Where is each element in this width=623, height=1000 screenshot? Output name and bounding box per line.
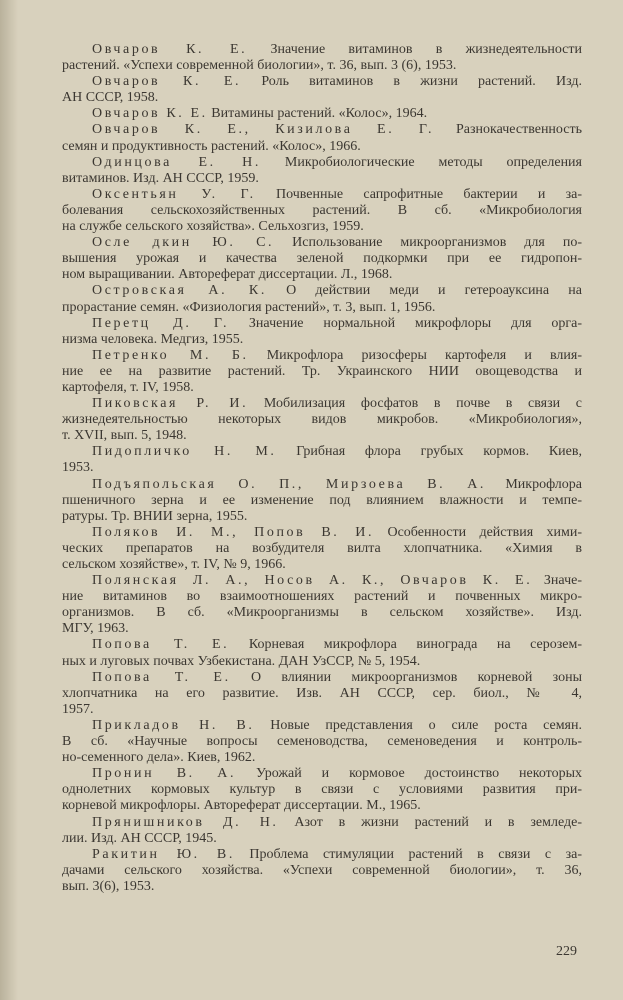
bibliography-entry — [62, 316, 582, 348]
entry-author: Оксентьян У. Г. — [92, 186, 256, 202]
entry-text: низма человека. Медгиз, 1955. — [62, 331, 244, 347]
bibliography-entry — [62, 42, 582, 74]
entry-line — [62, 106, 582, 122]
entry-text: 1957. — [62, 701, 94, 717]
entry-author: Перетц Д. Г. — [92, 315, 230, 331]
bibliography-entry — [62, 637, 582, 669]
entry-line — [62, 283, 582, 299]
entry-author: Овчаров К. Е. — [92, 106, 208, 122]
entry-text: ратуры. Тр. ВНИИ зерна, 1955. — [62, 508, 248, 524]
entry-text: Проблема стимуляции растений в связи с за- — [249, 846, 582, 862]
entry-text: дачами сельского хозяйства. «Успехи современной биологии», т. 36, — [62, 862, 582, 878]
entry-text: сельском хозяйстве», т. IV, № 9, 1966. — [62, 557, 286, 572]
entry-line — [62, 863, 582, 879]
entry-author: Овчаров К. Е. — [92, 74, 242, 90]
entry-text: 1953. — [62, 460, 94, 476]
entry-text: Значе- — [543, 573, 582, 589]
entry-text: жизнедеятельностью некоторых видов микробов. «Микробиология», — [62, 412, 582, 428]
entry-text: на службе сельского хозяйства». Сельхозгиз, 1959. — [62, 219, 364, 235]
entry-line — [62, 670, 582, 686]
entry-text: Почвенные сапрофитные бактерии и за- — [275, 186, 582, 202]
entry-text: вып. 3(6), 1953. — [62, 878, 155, 894]
page-number: 229 — [556, 944, 577, 959]
entry-author: Прикладов Н. В. — [92, 717, 255, 733]
entry-text: Новые представления о силе роста семян. — [270, 717, 582, 733]
entry-line — [62, 573, 582, 589]
entry-line — [62, 267, 582, 283]
entry-text: витаминов. Изд. АН СССР, 1959. — [62, 170, 259, 186]
entry-author: Овчаров К. Е. — [92, 42, 248, 57]
entry-text: Роль витаминов в жизни растений. Изд. — [261, 74, 582, 90]
entry-text: картофеля, т. IV, 1958. — [62, 379, 194, 395]
bibliography-entry — [62, 187, 582, 235]
entry-text: хлопчатника на его развитие. Изв. АН СССР, сер. биол., № 4, — [62, 685, 582, 701]
entry-text: Корневая микрофлора винограда на серозем- — [248, 637, 583, 653]
entry-author: Попова Т. Е. — [92, 637, 230, 653]
entry-text: Значение витаминов в жизнедеятельности — [270, 42, 582, 57]
entry-line — [62, 847, 582, 863]
bibliography-entry — [62, 573, 582, 637]
entry-text: ние ее на развитие растений. Тр. Украинского НИИ овощеводства и — [62, 363, 582, 379]
entry-text: МГУ, 1963. — [62, 621, 129, 637]
entry-line — [62, 122, 582, 138]
entry-text: пшеничного зерна и ее изменение под влиянием влажности и темпе- — [62, 492, 582, 508]
entry-author: Петренко М. Б. — [92, 347, 249, 363]
entry-text: О действии меди и гетероауксина на — [286, 283, 583, 299]
entry-line — [62, 750, 582, 766]
entry-text: организмов. В сб. «Микроорганизмы в сельском хозяйстве». Изд. — [62, 605, 582, 621]
entry-line — [62, 879, 582, 895]
entry-line — [62, 396, 582, 412]
bibliography-entry — [62, 74, 582, 106]
entry-text: семян и продуктивность растений. «Колос», 1966. — [62, 138, 361, 154]
entry-text: Разнокачественность — [456, 122, 582, 138]
entry-author: Пиковская Р. И. — [92, 396, 249, 412]
entry-line — [62, 654, 582, 670]
bibliography-entry — [62, 847, 582, 895]
entry-text: ных и луговых почвах Узбекистана. ДАН УзССР, № 5, 1954. — [62, 653, 421, 669]
entry-text: В сб. «Научные вопросы семеноводства, семеноведения и контроль- — [62, 734, 582, 750]
entry-line — [62, 525, 582, 541]
page-edge-shadow — [0, 0, 18, 1000]
entry-text: О влиянии микроорганизмов корневой зоны — [250, 669, 582, 685]
entry-line — [62, 364, 582, 380]
entry-author: Овчаров К. Е., Кизилова Е. Г. — [92, 122, 435, 138]
bibliography-entry — [62, 348, 582, 396]
entry-line — [62, 782, 582, 798]
entry-line — [62, 477, 582, 493]
bibliography-entry — [62, 525, 582, 573]
bibliography-entry — [62, 718, 582, 766]
entry-text: АН СССР, 1958. — [62, 90, 159, 106]
entry-text: Использование микроорганизмов для по- — [292, 235, 583, 251]
entry-author: Прянишников Д. Н. — [92, 814, 279, 830]
entry-text: вышения урожая и качества зеленой подкормки при ее гидропон- — [62, 251, 582, 267]
bibliography-entry — [62, 766, 582, 814]
entry-line — [62, 235, 582, 251]
entry-line — [62, 589, 582, 605]
entry-line — [62, 42, 582, 58]
bibliography-entry — [62, 235, 582, 283]
entry-text: Витамины растений. «Колос», 1964. — [211, 106, 428, 122]
entry-text: Грибная флора грубых кормов. Киев, — [296, 444, 582, 460]
entry-author: Осле дкин Ю. С. — [92, 235, 275, 251]
entry-line — [62, 332, 582, 348]
bibliography-entry — [62, 155, 582, 187]
bibliography-entry — [62, 106, 582, 122]
entry-line — [62, 766, 582, 782]
entry-author: Ракитин Ю. В. — [92, 846, 235, 862]
entry-line — [62, 251, 582, 267]
bibliography-entry — [62, 477, 582, 525]
entry-text: ческих препаратов на возбудителя вилта хлопчатника. «Химия в — [62, 540, 582, 556]
entry-line — [62, 557, 582, 573]
entry-text: прорастание семян. «Физиология растений», т. 3, вып. 1, 1956. — [62, 299, 436, 315]
entry-line — [62, 348, 582, 364]
entry-author: Пронин В. А. — [92, 766, 237, 782]
entry-text: Особенности действия хими- — [387, 524, 583, 540]
entry-line — [62, 605, 582, 621]
entry-line — [62, 541, 582, 557]
entry-line — [62, 718, 582, 734]
entry-text: Микрофлора ризосферы картофеля и влия- — [266, 347, 583, 363]
entry-author: Полянская Л. А., Носов А. К., Овчаров К. Е. — [92, 573, 533, 589]
bibliography-entry — [62, 815, 582, 847]
entry-author: Одинцова Е. Н. — [92, 154, 261, 170]
entry-line — [62, 444, 582, 460]
entry-text: ние витаминов во взаимоотношениях растений и почвенных микро- — [62, 589, 582, 605]
entry-line — [62, 155, 582, 171]
entry-author: Пидопличко Н. М. — [92, 444, 277, 460]
entry-line — [62, 74, 582, 90]
entry-line — [62, 509, 582, 525]
entry-line — [62, 203, 582, 219]
entry-line — [62, 139, 582, 155]
bibliography-entry — [62, 283, 582, 315]
entry-text: Мобилизация фосфатов в почве в связи с — [263, 396, 583, 412]
entry-line — [62, 493, 582, 509]
entry-line — [62, 219, 582, 235]
entry-line — [62, 460, 582, 476]
entry-text: болевания сельскохозяйственных растений. В сб. «Микробиология — [62, 202, 582, 218]
entry-line — [62, 702, 582, 718]
entry-line — [62, 187, 582, 203]
entry-author: Островская А. К. — [92, 283, 267, 299]
entry-line — [62, 621, 582, 637]
entry-text: Азот в жизни растений и в земледе- — [294, 814, 582, 830]
entry-author: Поляков И. М., Попов В. И. — [92, 524, 375, 540]
bibliography-entry — [62, 396, 582, 444]
entry-text: растений. «Успехи современной биологии», т. 36, вып. 3 (6), 1953. — [62, 58, 457, 74]
entry-line — [62, 815, 582, 831]
entry-line — [62, 428, 582, 444]
bibliography-entry — [62, 670, 582, 718]
entry-line — [62, 831, 582, 847]
entry-author: Попова Т. Е. — [92, 669, 231, 685]
entry-text: корневой микрофлоры. Автореферат диссертации. М., 1965. — [62, 798, 421, 814]
entry-text: Значение нормальной микрофлоры для орга- — [248, 315, 582, 331]
entry-text: но-семенного дела». Киев, 1962. — [62, 750, 256, 766]
entry-text: Микрофлора — [505, 476, 582, 492]
entry-text: ном выращивании. Автореферат диссертации. Л., 1968. — [62, 267, 393, 283]
entry-text: лии. Изд. АН СССР, 1945. — [62, 830, 217, 846]
entry-line — [62, 637, 582, 653]
entry-line — [62, 734, 582, 750]
bibliography-list — [62, 42, 582, 895]
entry-line — [62, 798, 582, 814]
entry-line — [62, 171, 582, 187]
entry-text: однолетних кормовых культур в связи с условиями развития при- — [62, 782, 582, 798]
bibliography-entry — [62, 122, 582, 154]
entry-author: Подъяпольская О. П., Мирзоева В. А. — [92, 476, 486, 492]
bibliography-entry — [62, 444, 582, 476]
entry-line — [62, 380, 582, 396]
entry-text: т. XVII, вып. 5, 1948. — [62, 428, 187, 444]
entry-line — [62, 412, 582, 428]
entry-line — [62, 90, 582, 106]
entry-line — [62, 58, 582, 74]
entry-line — [62, 686, 582, 702]
entry-text: Урожай и кормовое достоинство некоторых — [256, 766, 582, 782]
entry-line — [62, 300, 582, 316]
entry-text: Микробиологические методы определения — [284, 154, 582, 170]
entry-line — [62, 316, 582, 332]
